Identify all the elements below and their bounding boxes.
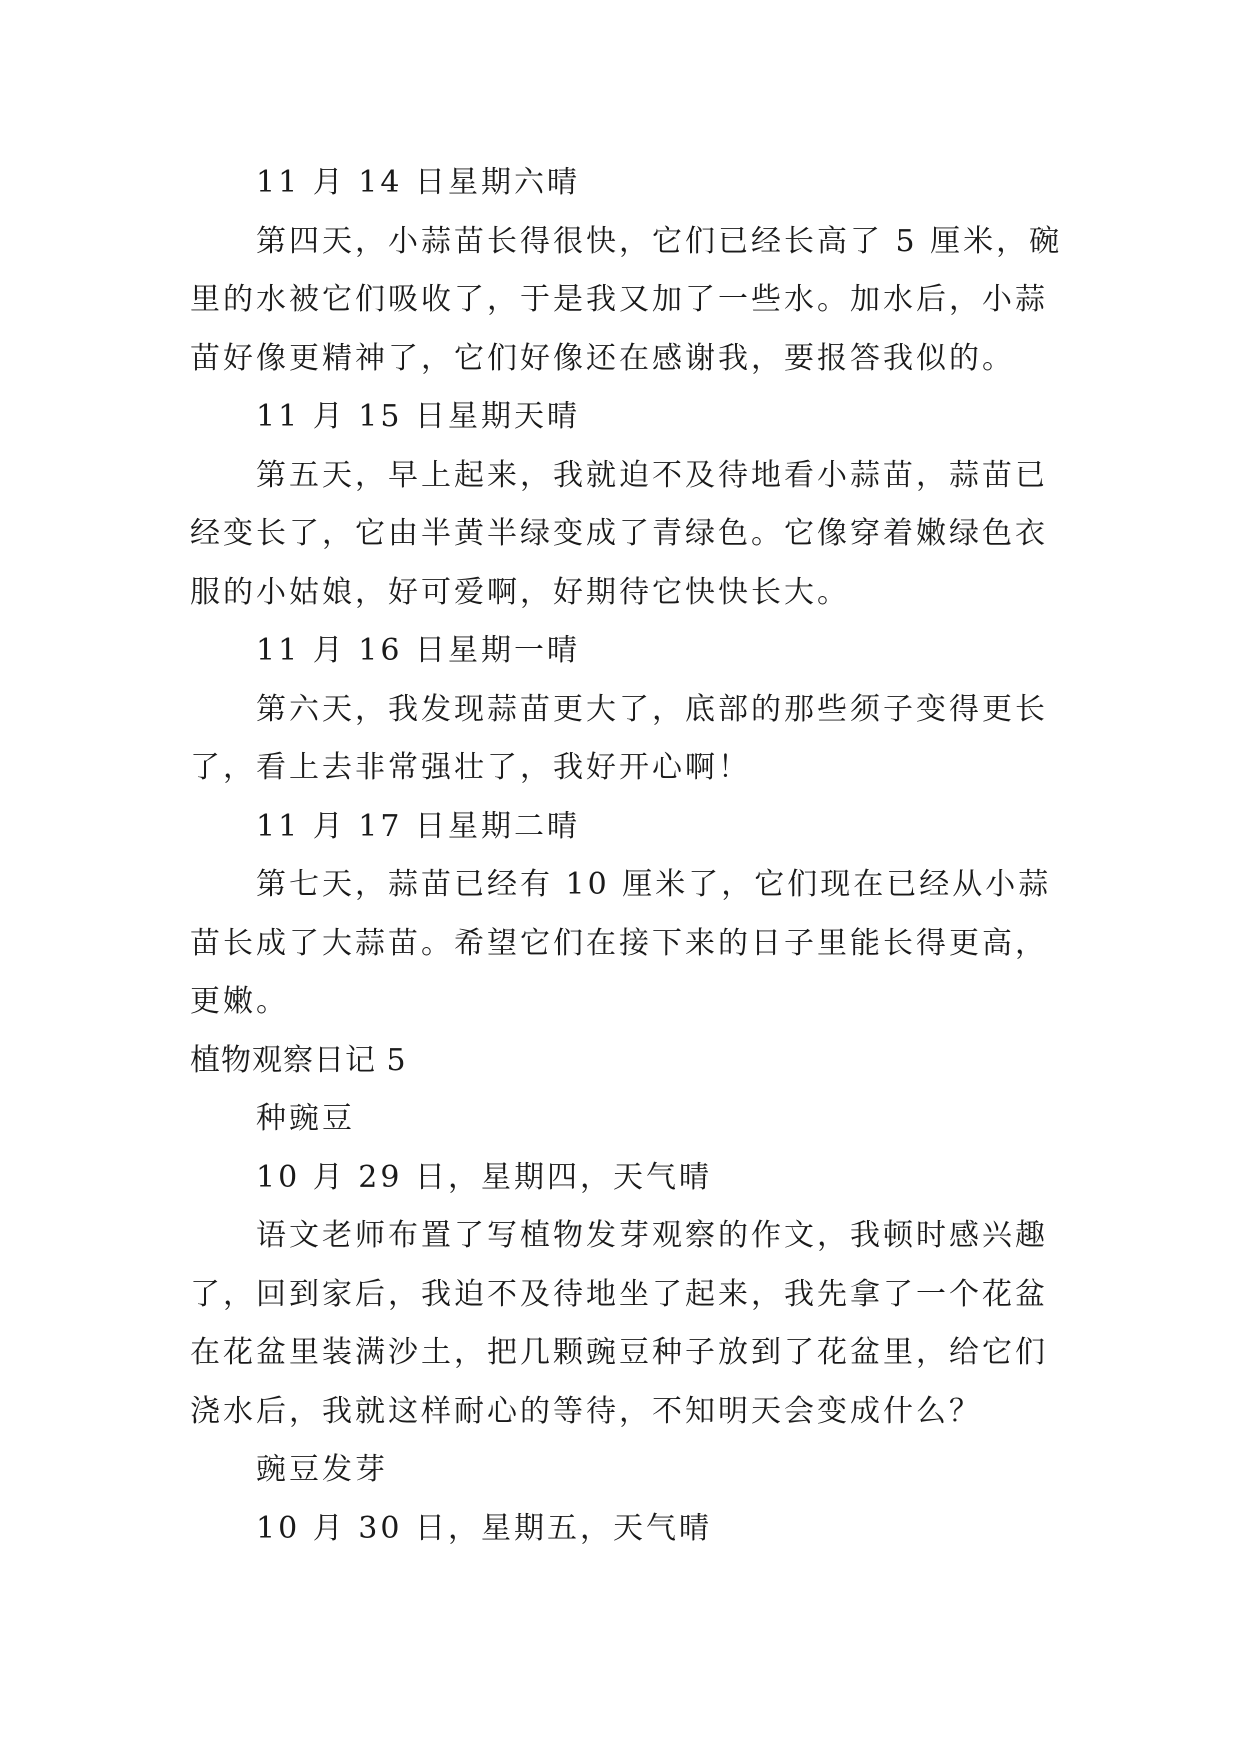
paragraph-line: 苗长成了大蒜苗。希望它们在接下来的日子里能长得更高， <box>190 926 1048 961</box>
paragraph-line: 语文老师布置了写植物发芽观察的作文，我顿时感兴趣 <box>256 1218 1048 1253</box>
paragraph-line: 第七天，蒜苗已经有 10 厘米了，它们现在已经从小蒜 <box>256 867 1052 902</box>
paragraph-line: 了，回到家后，我迫不及待地坐了起来，我先拿了一个花盆 <box>190 1277 1048 1312</box>
paragraph-line: 第五天，早上起来，我就迫不及待地看小蒜苗，蒜苗已 <box>256 458 1048 493</box>
paragraph-line: 里的水被它们吸收了，于是我又加了一些水。加水后，小蒜 <box>190 282 1048 317</box>
section-title: 植物观察日记 5 <box>190 1043 407 1078</box>
paragraph-line: 浇水后，我就这样耐心的等待，不知明天会变成什么？ <box>190 1394 982 1429</box>
diary-date-heading: 10 月 30 日，星期五，天气晴 <box>256 1511 712 1546</box>
paragraph-line: 了，看上去非常强壮了，我好开心啊！ <box>190 750 751 785</box>
diary-date-heading: 11 月 15 日星期天晴 <box>256 399 580 434</box>
diary-date-heading: 10 月 29 日，星期四，天气晴 <box>256 1160 712 1195</box>
diary-date-heading: 11 月 17 日星期二晴 <box>256 809 580 844</box>
paragraph-line: 服的小姑娘，好可爱啊，好期待它快快长大。 <box>190 575 850 610</box>
paragraph-line: 第六天，我发现蒜苗更大了，底部的那些须子变得更长 <box>256 692 1048 727</box>
diary-date-heading: 11 月 16 日星期一晴 <box>256 633 580 668</box>
paragraph-line: 苗好像更精神了，它们好像还在感谢我，要报答我似的。 <box>190 341 1015 376</box>
subsection-heading: 豌豆发芽 <box>256 1452 388 1487</box>
subsection-heading: 种豌豆 <box>256 1101 355 1136</box>
paragraph-line: 经变长了，它由半黄半绿变成了青绿色。它像穿着嫩绿色衣 <box>190 516 1048 551</box>
paragraph-line: 第四天，小蒜苗长得很快，它们已经长高了 5 厘米，碗 <box>256 224 1063 259</box>
paragraph-line: 更嫩。 <box>190 984 289 1019</box>
paragraph-line: 在花盆里装满沙土，把几颗豌豆种子放到了花盆里，给它们 <box>190 1335 1048 1370</box>
diary-date-heading: 11 月 14 日星期六晴 <box>256 165 580 200</box>
